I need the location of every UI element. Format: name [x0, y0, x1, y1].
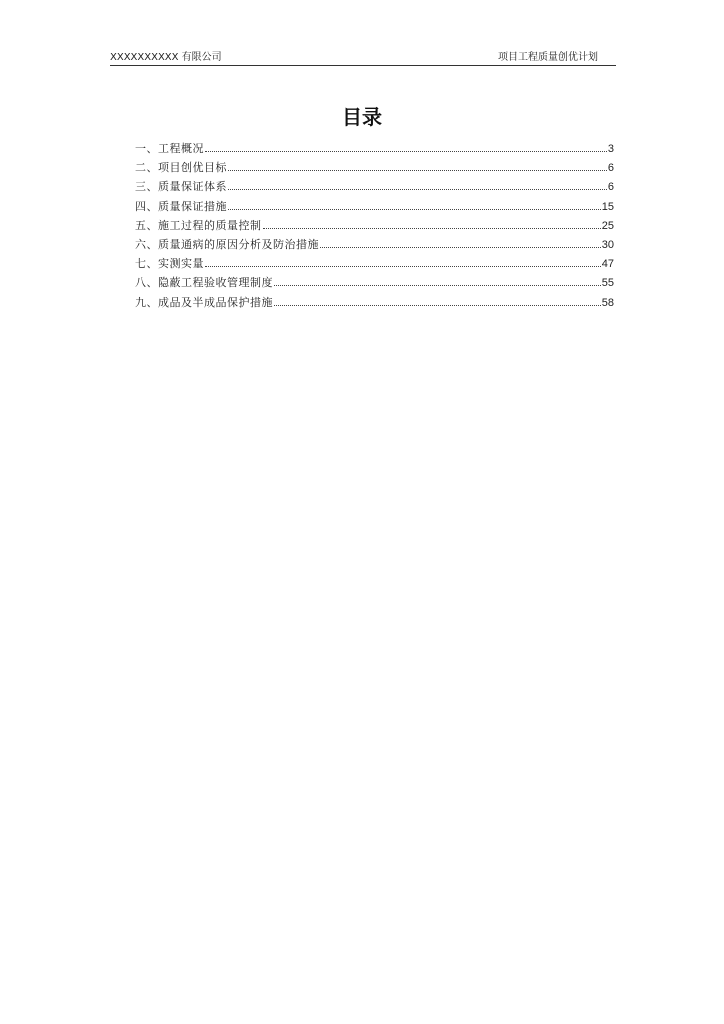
toc-entry[interactable]	[135, 235, 614, 254]
toc-entry[interactable]	[135, 177, 614, 196]
toc-entry-page: 30	[601, 238, 614, 251]
toc-entry-label: 一、工程概况	[135, 142, 204, 155]
toc-entry-label: 七、实测实量	[135, 257, 204, 271]
toc-dot-leader	[274, 284, 601, 286]
toc-entry[interactable]	[135, 254, 614, 273]
toc-entry-page: 47	[601, 258, 614, 271]
toc-entry[interactable]	[135, 216, 614, 235]
toc-entry-page: 6	[607, 181, 614, 194]
toc-title: 目录	[342, 105, 382, 129]
toc-dot-leader	[320, 246, 601, 248]
table-of-contents	[135, 139, 614, 312]
toc-entry-label: 三、质量保证体系	[135, 180, 227, 194]
toc-entry-label: 五、施工过程的质量控制	[135, 218, 262, 232]
toc-dot-leader	[228, 208, 601, 210]
toc-entry[interactable]	[135, 273, 614, 292]
toc-entry-label: 四、质量保证措施	[135, 199, 227, 213]
toc-dot-leader	[205, 265, 601, 267]
toc-entry[interactable]	[135, 139, 614, 158]
toc-dot-leader	[274, 304, 601, 306]
toc-entry-label: 六、质量通病的原因分析及防治措施	[135, 237, 319, 251]
toc-entry-page: 3	[607, 143, 614, 155]
toc-entry-label: 八、隐蔽工程验收管理制度	[135, 276, 273, 290]
toc-entry[interactable]	[135, 293, 614, 312]
toc-dot-leader	[205, 150, 607, 152]
toc-entry-page: 58	[601, 296, 614, 309]
toc-entry-page: 55	[601, 277, 614, 290]
toc-entry[interactable]	[135, 197, 614, 216]
toc-entry-label: 九、成品及半成品保护措施	[135, 295, 273, 309]
toc-entry-page: 25	[601, 219, 614, 232]
page-header	[110, 51, 616, 66]
toc-entry-page: 15	[601, 200, 614, 213]
toc-entry-page: 6	[607, 162, 614, 175]
toc-dot-leader	[228, 188, 607, 190]
toc-entry-label: 二、项目创优目标	[135, 161, 227, 175]
header-document-title: 项目工程质量创优计划	[498, 52, 598, 63]
header-company-name: XXXXXXXXXX 有限公司	[110, 52, 222, 63]
toc-dot-leader	[228, 169, 607, 171]
toc-entry[interactable]	[135, 158, 614, 177]
toc-dot-leader	[263, 227, 601, 229]
